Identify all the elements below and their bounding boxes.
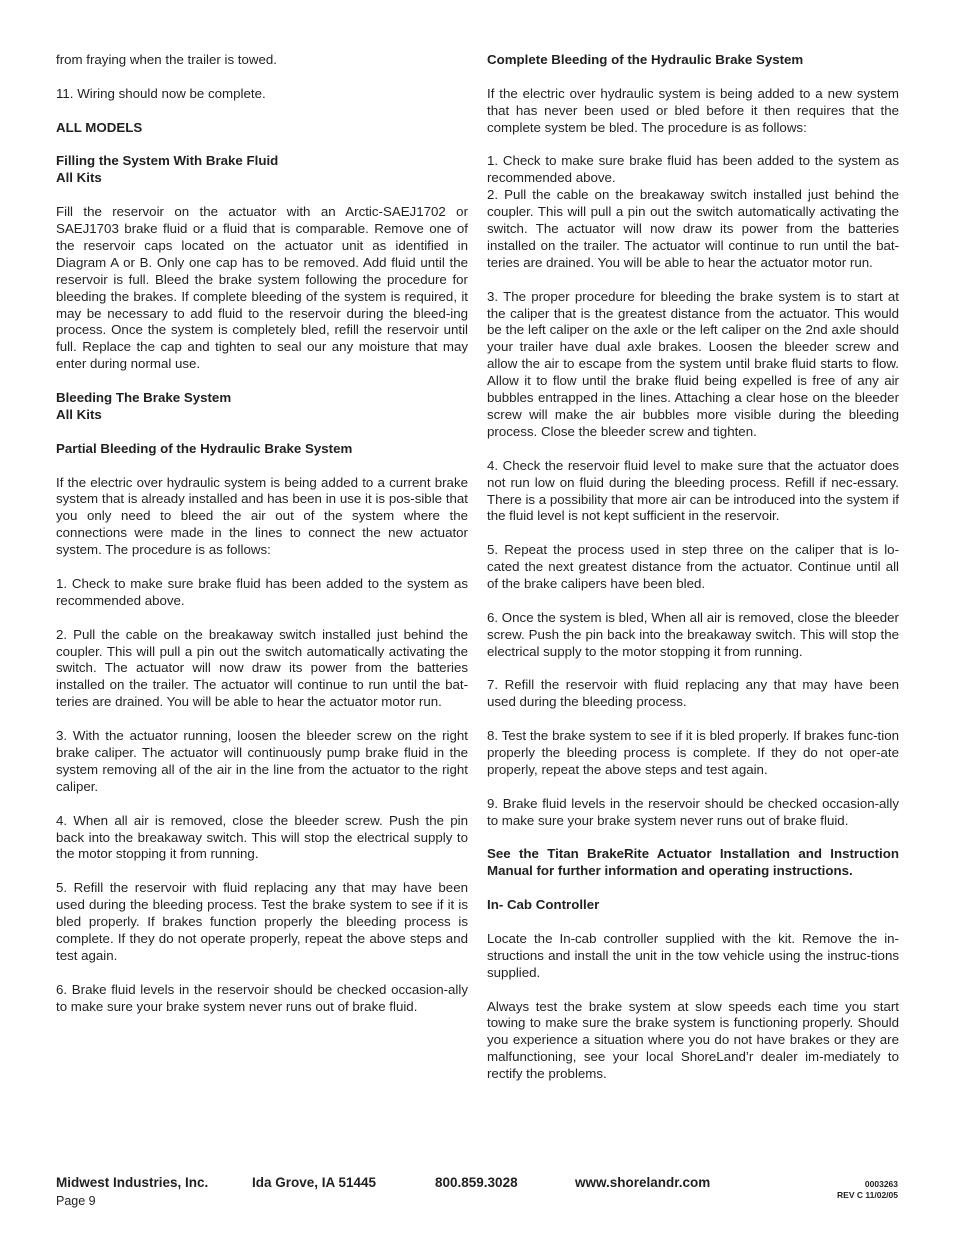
- paragraph: If the electric over hydraulic system is being added to a current brake system that is already installed and has been in use it is pos-sible that you only need to bleed the air out of the system where the connections were made in the lines to connect the new actuator system. The procedure is as follows:: [56, 474, 468, 558]
- heading-line: Partial Bleeding of the Hydraulic Brake System: [56, 440, 353, 456]
- footer-phone: 800.859.3028: [435, 1175, 518, 1190]
- footer-location: Ida Grove, IA 51445: [252, 1175, 377, 1190]
- document-number: 0003263: [864, 1179, 898, 1189]
- paragraph: 4. Check the reservoir fluid level to make sure that the actuator does not run low on fluid during the bleeding process. Refill if nec-essary. There is a possibility that more air can be introduced into the system if the fluid level is not kept sufficient in the reservoir.: [487, 457, 899, 524]
- footer-company: Midwest Industries, Inc.: [56, 1175, 209, 1190]
- paragraph: 3. The proper procedure for bleeding the brake system is to start at the caliper that is the greatest distance from the actuator. This would be the left caliper on the axle or the left caliper on the 2nd axle should your trailer have dual axle brakes. Loosen the bleeder screw and allow the air to escape from the system until brake fluid starts to flow. Allow it to flow until the brake fluid being expelled is free of any air bubbles entrapped in the lines. Attaching a clear hose on the bleeder screw will make the air bubbles more visible during the bleeding process. Close the bleeder screw and tighten.: [487, 288, 899, 439]
- paragraph-line: 2. Pull the cable on the breakaway switch installed just behind the coupler. This will pull a pin out the switch automatically activating the switch. The actuator will now draw its power from the batteries installed on the trailer. The actuator will continue to run until the bat-teries are drained. You will be able to hear the actuator motor run.: [487, 187, 899, 270]
- paragraph: 7. Refill the reservoir with fluid replacing any that may have been used during the bleeding process.: [487, 677, 899, 710]
- paragraph: 5. Repeat the process used in step three on the caliper that is lo-cated the next greatest distance from the actuator. Continue until all of the brake calipers have been bled.: [487, 542, 899, 592]
- section-heading: [487, 897, 899, 914]
- paragraph: Always test the brake system at slow speeds each time you start towing to make sure the brake system is functioning properly. Should you experience a situation where you do not have brakes or they are malfunctioning, see your local ShoreLand’r dealer im-mediately to rectify the problems.: [487, 998, 899, 1082]
- revision-date: REV C 11/02/05: [837, 1190, 898, 1200]
- paragraph: 6. Once the system is bled, When all air is removed, close the bleeder screw. Push the pin back into the breakaway switch. This will stop the electrical supply to the motor stopping it from running.: [487, 609, 899, 659]
- heading-line: In- Cab Controller: [487, 897, 600, 913]
- paragraph: If the electric over hydraulic system is being added to a new system that has never been used or bled before it then requires that the complete system be bled. The procedure is as follows:: [487, 85, 899, 135]
- paragraph: Fill the reservoir on the actuator with an Arctic-SAEJ1702 or SAEJ1703 brake fluid or a fluid that is comparable. Remove one of the reservoir caps located on the actuator unit as identified in Diagram A or B. Only one cap has to be removed. Add fluid until the reservoir is full. Bleed the brake system following the procedure for bleeding the brakes. If complete bleeding of the system is required, it may be necessary to add fluid to the reservoir during the bleed-ing process. Once the system is completely bled, refill the reservoir until full. Replace the cap and tighten to seal our any moisture that may enter during normal use.: [56, 204, 468, 372]
- heading-line: Bleeding The Brake System: [56, 390, 232, 406]
- paragraph: from fraying when the trailer is towed.: [56, 52, 277, 67]
- heading-line: ALL MODELS: [56, 119, 143, 135]
- paragraph: 1. Check to make sure brake fluid has been added to the system as recommended above.: [56, 575, 468, 608]
- paragraph-line: 1. Check to make sure brake fluid has been added to the system as recommended above.: [487, 153, 899, 186]
- paragraph: Locate the In-cab controller supplied with the kit. Remove the in-structions and install the unit in the tow vehicle using the instruc-tions supplied.: [487, 930, 899, 980]
- page-number: Page 9: [56, 1194, 96, 1208]
- left-column: [56, 52, 468, 1032]
- heading-line: All Kits: [56, 170, 102, 186]
- right-column: [487, 52, 899, 1100]
- paragraph: 4. When all air is removed, close the bleeder screw. Push the pin back into the breakaway switch. This will stop the electrical supply to the motor stopping it from running.: [56, 812, 468, 862]
- heading-line: Filling the System With Brake Fluid: [56, 153, 279, 169]
- section-heading: [56, 441, 468, 458]
- paragraph: 3. With the actuator running, loosen the bleeder screw on the right brake caliper. The actuator will continuously pump brake fluid in the system removing all of the air in the line from the actuator to the right caliper.: [56, 728, 468, 794]
- paragraph: 9. Brake fluid levels in the reservoir should be checked occasion-ally to make sure your brake system never runs out of brake fluid.: [487, 795, 899, 828]
- bold-note: See the Titan BrakeRite Actuator Installation and Instruction Manual for further information and operating instructions.: [487, 846, 899, 879]
- paragraph: 2. Pull the cable on the breakaway switch installed just behind the coupler. This will pull a pin out the switch automatically activating the switch. The actuator will now draw its power from the batteries installed on the trailer. The actuator will continue to run until the bat-teries are drained. You will be able to hear the actuator motor run.: [56, 626, 468, 710]
- document-revision-block: [837, 1179, 898, 1201]
- section-heading: [487, 52, 899, 69]
- paragraph: 5. Refill the reservoir with fluid replacing any that may have been used during the bleeding process. Test the brake system to see if it is bled properly. If brakes function properly the bleeding process is complete. If they do not operate properly, repeat the above steps and test again.: [56, 880, 468, 963]
- section-heading: [56, 120, 468, 137]
- section-heading: [56, 153, 468, 187]
- paragraph: 11. Wiring should now be complete.: [56, 85, 266, 101]
- section-heading: [56, 390, 468, 424]
- paragraph: [487, 153, 899, 271]
- heading-line: All Kits: [56, 406, 102, 422]
- heading-line: Complete Bleeding of the Hydraulic Brake System: [487, 52, 804, 67]
- paragraph: 8. Test the brake system to see if it is bled properly. If brakes func-tion properly the bleeding process is complete. If they do not oper-ate properly, repeat the above steps and test again.: [487, 728, 899, 777]
- paragraph: 6. Brake fluid levels in the reservoir should be checked occasion-ally to make sure your brake system never runs out of brake fluid.: [56, 981, 468, 1014]
- footer-website: www.shorelandr.com: [575, 1175, 711, 1190]
